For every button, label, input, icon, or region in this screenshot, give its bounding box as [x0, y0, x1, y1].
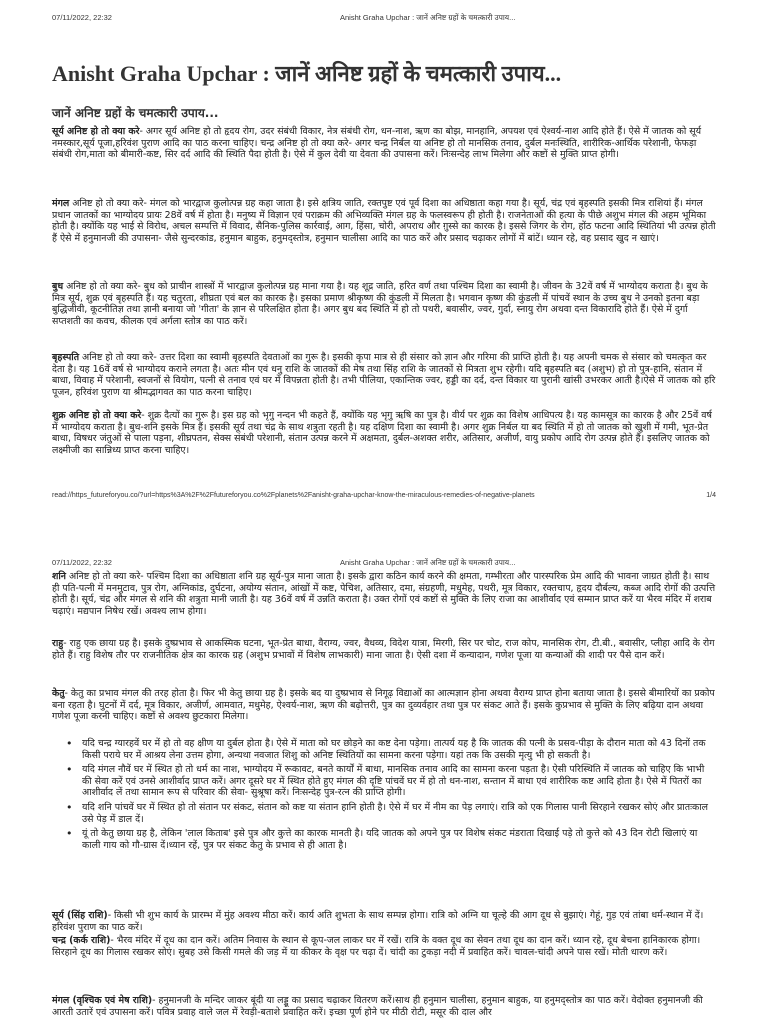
- paragraph-brihaspati: [52, 352, 716, 398]
- paragraph-lead: बृहस्पति: [52, 352, 80, 363]
- paragraph-shukra: [52, 410, 716, 456]
- print-page-title: Anisht Graha Upchar : जानें अनिष्ट ग्रहों के चमत्कारी उपाय...: [340, 13, 516, 22]
- paragraph-text: - अगर सूर्य अनिष्ट हो तो हृदय रोग, उदर संबंधी विकार, नेत्र संबंधी रोग, धन-नाश, ऋण का बोझ, मानहानि, अपयश एवं ऐश्वर्य-नाश आदि होते हैं। ऐसे में जातक को सूर्य नमस्कार,सूर्य पूजा,हरिवंश पुराण आदि का पाठ करना चाहिए। चन्द्र अनिष्ट हो तो क्या करे- अगर चन्द्र निर्बल या अनिष्ट हो तो मानसिक तनाव, दुर्बल मनःस्थिति, शारीरिक-आर्थिक परेशानी, फेफड़ा संबंधी रोग,माता को बीमारी-कष्ट, सिर दर्द आदि की स्थिति पैदा होती है। ऐसे में कुल देवी या देवता की उपासना करें। निःसन्देह लाभ मिलेगा और कष्टों से मुक्ति प्राप्त होगी।: [52, 126, 702, 161]
- paragraph-text: - शुक्र दैत्यों का गुरू है। इस ग्रह को भृगु नन्दन भी कहते हैं, क्योंकि यह भृगु ऋषि का पुत्र है। वीर्य पर शुक्र का विशेष आधिपत्य है। यह कामसूत्र का कारक है और 25वें वर्ष में भाग्योदय कराता है। बुध-शनि इसके मित्र हैं। इसकी सूर्य तथा चंद्र के साथ शत्रुता रहती है। यह दक्षिण दिशा का स्वामी है। अगर शुक्र निर्बल या बद स्थिति में हो तो जातक को खुशी में गमी, भूत-प्रेत बाधा, विषधर जंतुओं से पाला पड़ना, शीघ्रपतन, सेक्स संबंधी परेशानी, संतान उत्पन्न करने में अक्षमता, दुर्बल-अशक्त शरीर, अतिसार, अजीर्ण, वायु प्रकोप आदि रोग उत्पन्न होते हैं। इसलिए जातक को लक्ष्मीजी का सान्निध्य प्राप्त करना चाहिए।: [52, 410, 712, 456]
- article-title: Anisht Graha Upchar : जानें अनिष्ट ग्रहों के चमत्कारी उपाय...: [52, 61, 562, 86]
- paragraph-text: - केतु का प्रभाव मंगल की तरह होता है। फिर भी केतु छाया ग्रह है। इसके बद या दुष्प्रभाव से निगूढ़ विद्याओं का आत्मज्ञान होना अथवा वैराग्य प्राप्त होना बताया जाता है। इससे बीमारियों का प्रकोप बना रहता है। घुटनों में दर्द, मूत्र विकार, अजीर्ण, आमवात, मधुमेह, ऐश्वर्य-नाश, ऋण की बढ़ोत्तरी, पुत्र का दुव्यर्वहार तथा पुत्र पर संकट आते हैं। इसके कुप्रभाव से मुक्ति के लिए बढ़िया दान अथवा गणेश पूजा करनी चाहिए। कष्टों से अवश्य छुटकारा मिलेगा।: [52, 688, 715, 723]
- paragraph-lead: राहु: [52, 638, 64, 649]
- print-header: [0, 0, 768, 32]
- paragraph-lead: सूर्य अनिष्ट हो तो क्या करे: [52, 126, 140, 137]
- print-footer: [52, 492, 716, 499]
- print-page-number: 1/4: [706, 492, 716, 499]
- remedy-lead: मंगल (वृश्चिक एवं मेष राशि): [52, 995, 153, 1006]
- paragraph-rahu: [52, 638, 716, 661]
- remedy-mangal: [52, 995, 716, 1018]
- remedy-chandra: [52, 935, 716, 958]
- remedy-text: - किसी भी शुभ कार्य के प्रारम्भ में मुंह अवश्य मीठा करें। कार्य अति शुभता के साथ सम्पन्न होगा। रात्रि को अग्नि या चूल्हे की आग दूध से बुझाएं। गेहूं, गुड़ एवं तांबा धर्म-स्थान में दें। हरिवंश पुराण का पाठ करें।: [52, 910, 704, 933]
- paragraph-budh: [52, 281, 716, 327]
- paragraph-lead: शुक्र अनिष्ट हो तो क्या करे: [52, 410, 142, 421]
- paragraph-lead: शनि: [52, 571, 67, 582]
- list-item: • यूं तो केतु छाया ग्रह है, लेकिन 'लाल किताब' इसे पुत्र और कुत्ते का कारक मानती है। यदि जातक को अपने पुत्र पर विशेष संकट मंडराता दिखाई पड़े तो कुत्ते को 43 दिन रोटी खिलाएं या काली गाय को गौ-ग्रास दें।ध्यान रहें, पुत्र पर संकट केतु के प्रभाव से ही आता है।: [52, 828, 716, 851]
- print-page-title: Anisht Graha Upchar : जानें अनिष्ट ग्रहों के चमत्कारी उपाय...: [340, 558, 516, 567]
- paragraph-shani: [52, 571, 716, 617]
- list-item: • यदि मंगल नौवें घर में स्थित हो तो धर्म का नाश, भाग्योदय में रूकावट, बनते कार्यों में बाधा, मानसिक तनाव आदि का सामना करना पड़ता है। ऐसी परिस्थिति में जातक को चाहिए कि भाभी की सेवा करें एवं उनसे आशीर्वाद प्राप्त करें। अगर दूसरे घर में स्थित होते हुए मंगल की दृष्टि पांचवें घर में हो तो धन-नाश, सन्तान में बाधा एवं शारीरिक कष्ट आदि होता है। ऐसे में पितरों का आशीर्वाद लें तथा सामान रूप से परिवार की सेवा- सुश्रूषा करें। निःसन्देह पुत्र-रत्न की प्राप्ति होगी।: [52, 764, 716, 799]
- paragraph-lead: बुध: [52, 281, 64, 292]
- paragraph-text: अनिष्ट हो तो क्या करे- मंगल को भारद्वाज कुलोत्पन्न ग्रह कहा जाता है। इसे क्षत्रिय जाति, रक्तपुष्ट एवं पूर्व दिशा का अधिष्ठाता कहा गया है। सूर्य, चंद्र एवं बृहस्पति इसकी मित्र राशियां हैं। मंगल प्रधान जातकों का भाग्योदय प्रायः 28वें वर्ष में होता है। मनुष्य में विज्ञान एवं पराक्रम की अभिव्यक्ति मंगल ग्रह के फलस्वरूप ही होती है। राजनेताओं की हत्या के पीछे अशुभ मंगल की अहम भूमिका होती है। क्योंकि यह भाई से विरोध, अचल सम्पत्ति में विवाद, सैनिक-पुलिस कार्रवाई, आग, हिंसा, चोरी, अपराध और ग़ुस्से का कारक है। इससे जिगर के रोग, होंठ फटना आदि स्थितियां भी उत्पन्न होती हैं ऐसे में हनुमानजी की उपासना- जैसे सुन्दरकांड, हनुमान बाहुक, हनुमद्स्तोत्र, हनुमान चालीसा आदि का पाठ करें और प्रसाद चढ़ाकर लोगों में बांटें। ध्यान रहे, वह प्रसाद खुद न खाएं।: [52, 198, 716, 244]
- list-item: • यदि शनि पांचवें घर में स्थित हो तो संतान पर संकट, संतान को कष्ट या संतान हानि होती है। ऐसे में घर में नीम का पेड़ लगाएं। रात्रि को एक गिलास पानी सिरहाने रखकर सोएं और प्रातःकाल उसे पेड़ में डाल दें।: [52, 802, 716, 825]
- remedy-text: - हनुमानजी के मन्दिर जाकर बूंदी या लड्डू का प्रसाद चढ़ाकर वितरण करें।साथ ही हनुमान चालीसा, हनुमान बाहुक, या हनुमद्स्तोत्र का पाठ करें। वेदोक्त हनुमानजी की आरती उतारें एवं उपासना करें। पवित्र प्रवाह वाले जल में रेवड़ी-बताशे प्रवाहित करें। इच्छा पूर्ण होने पर मीठी रोटी, मसूर की दाल और: [52, 995, 703, 1018]
- paragraph-ketu: [52, 688, 716, 723]
- article-subtitle: जानें अनिष्ट ग्रहों के चमत्कारी उपाय...: [52, 106, 219, 120]
- paragraph-mangal: [52, 198, 716, 244]
- print-datetime: 07/11/2022, 22:32: [52, 558, 112, 567]
- list-item: • यदि चन्द्र ग्यारहवें घर में हो तो वह क्षीण या दुर्बल होता है। ऐसे में माता को घर छोड़ने का कष्ट देना पड़ेगा। तात्पर्य यह है कि जातक की पत्नी के प्रसव-पीड़ा के दौरान माता को 43 दिनों तक किसी पराये घर में आश्रय लेना उत्तम होगा, अन्यथा नवजात शिशु को अनिष्ट स्थितियों का सामना करना पड़ेगा। यहां तक कि उसकी मृत्यु भी हो सकती है।: [52, 738, 716, 761]
- paragraph-surya: [52, 126, 716, 161]
- remedy-lead: चन्द्र (कर्क राशि): [52, 935, 111, 946]
- paragraph-text: - राहु एक छाया ग्रह है। इसके दुष्प्रभाव से आकस्मिक घटना, भूत-प्रेत बाधा, वैराग्य, ज्वर, वैधव्य, विदेश यात्रा, मिरगी, सिर पर चोट, राज कोप, मानसिक रोग, टी.बी., बवासीर, प्लीहा आदि के रोग होते हैं। राहु विशेष तौर पर राजनीतिक क्षेत्र का कारक ग्रह (अशुभ प्रभावों में विशेष लाभकारी) माना जाता है। ऐसी दशा में कन्यादान, गणेश पूजा या कन्याओं की शादी पर पैसे दान करें।: [52, 638, 715, 661]
- print-datetime: 07/11/2022, 22:32: [52, 13, 112, 22]
- paragraph-text: अनिष्ट हो तो क्या करे- उत्तर दिशा का स्वामी बृहस्पति देवताओं का गुरू है। इसकी कृपा मात्र से ही संसार को ज्ञान और गरिमा की प्राप्ति होती है। यह अपनी चमक से संसार को चमत्कृत कर देता है। यह 16वें वर्ष से भाग्योदय कराने लगता है। अतः मीन एवं धनु राशि के जातकों की मेष तथा सिंह राशि के जातकों से मित्रता शुभ रहेगी। यदि बृहस्पति बद (अशुभ) हो तो पुत्र-हानि, संतान में बाधा, विवाह में परेशानी, स्वजनों से वियोग, पत्नी से तनाव एवं घर में विपन्नता होती है। तभी पीलिया, एकान्तिक ज्वर, हड्डी का दर्द, दन्त विकार या पुरानी खांसी उभरकर आती है।ऐसे में जातक को हरि पूजन, हरिवंश पुराण या श्रीमद्भागवत का पाठ करना चाहिए।: [52, 352, 716, 398]
- print-footer-url: read://https_futureforyou.co/?url=https%3A%2F%2Ffutureforyou.co%2Fplanets%2Fanisht-graha-upchar-know-the-miraculous-remedies-of-negative-planets: [52, 492, 535, 499]
- remedy-bullet-list: [52, 738, 716, 854]
- remedy-surya: [52, 910, 716, 933]
- paragraph-text: अनिष्ट हो तो क्या करे- पश्चिम दिशा का अधिष्ठाता शनि ग्रह सूर्य-पुत्र माना जाता है। इसके द्वारा कठिन कार्य करने की क्षमता, गम्भीरता और पारस्परिक प्रेम आदि की भावना जाग्रत होती है। साथ ही पति-पत्नी में मनमुटाव, पुत्र रोग, अग्निकांड, दुर्घटना, अयोग्य संतान, आंखों में कष्ट, पेचिश, अतिसार, दमा, संग्रहणी, मधुमेह, पथरी, मूत्र विकार, रक्तचाप, हृदय दौर्बल्य, कब्ज आदि रोगों की उत्पत्ति होती है। सूर्य, चंद्र और मंगल से शनि की शत्रुता मानी जाती है। यह 36वें वर्ष में उन्नति कराता है। उक्त रोगों एवं कष्टों से मुक्ति के लिए राजा का आशीर्वाद एवं सम्मान प्राप्त करें या भैरव मंदिर में शराब चढ़ाएं। मद्यपान निषेध रखें। अवश्य लाभ होगा।: [52, 571, 716, 617]
- paragraph-lead: मंगल: [52, 198, 70, 209]
- remedy-text: - भैरव मंदिर में दूध का दान करें। अतिम निवास के स्थान से कूप-जल लाकर घर में रखें। रात्रि के वक्त दूध का सेवन तथा दूध का दान करें। ध्यान रहे, दूध बेचना हानिकारक होगा। सिरहाने दूध का गिलास रखकर सोएं। सुबह उसे किसी गमले की जड़ में या कीकर के वृक्ष पर चढ़ा दें। चांदी का टुकड़ा नदी में प्रवाहित करें। चावल-चांदी अपने पास रखें। मोती धारण करें।: [52, 935, 701, 958]
- paragraph-text: अनिष्ट हो तो क्या करे- बुध को प्राचीन शास्त्रों में भारद्वाज कुलोत्पन्न ग्रह माना गया है। यह शूद्र जाति, हरित वर्ण तथा पश्चिम दिशा का स्वामी है। जीवन के 32वें वर्ष में भाग्योदय कराता है। बुध के मित्र सूर्य, शुक्र एवं बृहस्पति हैं। यह चतुरता, शीघ्रता एवं बल का कारक है। इसका प्रमाण श्रीकृष्ण की कुंडली में मिलता है। भगवान कृष्ण की कुंडली में पांचवें स्थान के उच्च बुध ने उनको इतना बड़ा बुद्धिजीवी, कूटनीतिज्ञ तथा ज्ञानी बनाया जो 'गीता' के ज्ञान से परिलक्षित होता है। अगर बुध बद स्थिति में हो तो पथरी, बवासीर, ज्वर, गुर्दा, स्नायु रोग अथवा दन्त विकारादि होते हैं। ऐसे में दुर्गा सप्तशती का कवच, कीलक एवं अर्गला स्तोत्र का पाठ करें।: [52, 281, 708, 327]
- paragraph-lead: केतु: [52, 688, 65, 699]
- remedy-lead: सूर्य (सिंह राशि): [52, 910, 108, 921]
